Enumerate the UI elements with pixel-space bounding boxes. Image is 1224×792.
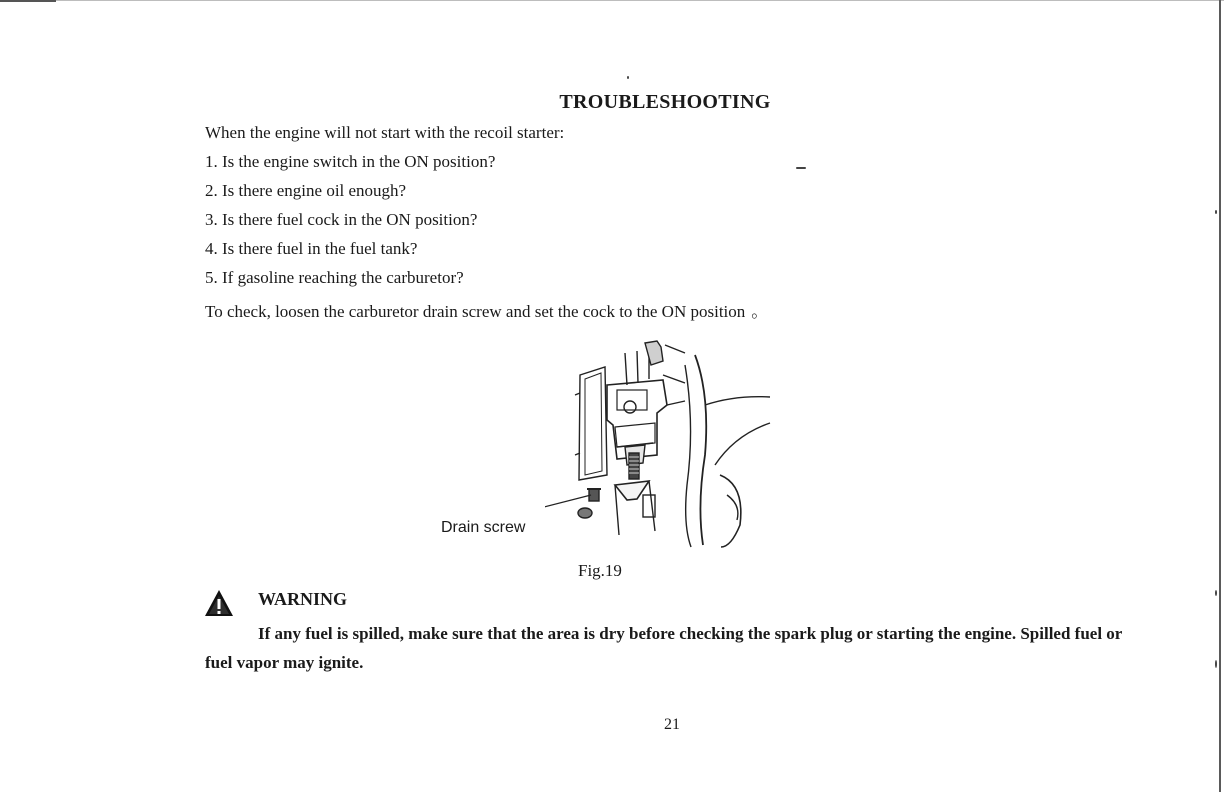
carburetor-illustration bbox=[545, 335, 785, 550]
checklist-item: 3. Is there fuel cock in the ON position? bbox=[205, 210, 478, 229]
scan-speck bbox=[1215, 590, 1217, 596]
checklist-item: 1. Is the engine switch in the ON position? bbox=[205, 152, 496, 171]
figure-caption: Fig.19 bbox=[578, 561, 622, 580]
instruction-text bbox=[205, 297, 768, 322]
drain-screw-label: Drain screw bbox=[441, 519, 526, 536]
instruction-body: To check, loosen the carburetor drain screw and set the cock to the ON position bbox=[205, 302, 746, 321]
page-top-edge bbox=[0, 0, 1224, 1]
instruction-end-mark: 。 bbox=[751, 302, 769, 321]
scan-speck bbox=[1215, 210, 1217, 214]
checklist-item: 5. If gasoline reaching the carburetor? bbox=[205, 268, 464, 287]
checklist-item: 2. Is there engine oil enough? bbox=[205, 181, 407, 200]
checklist-item: 4. Is there fuel in the fuel tank? bbox=[205, 239, 418, 258]
scan-speck bbox=[796, 167, 806, 169]
page-corner-mark bbox=[0, 0, 56, 2]
warning-heading: WARNING bbox=[258, 589, 348, 609]
scan-speck bbox=[1215, 660, 1217, 668]
page-title: TROUBLESHOOTING bbox=[559, 91, 771, 113]
warning-triangle-icon bbox=[204, 589, 234, 617]
page-right-edge bbox=[1219, 0, 1221, 792]
page-number: 21 bbox=[664, 716, 680, 733]
scan-speck bbox=[627, 76, 629, 79]
warning-body: If any fuel is spilled, make sure that the area is dry before checking the spark plug or starting the engine. Spilled fuel or fuel vapor may ignite. bbox=[205, 624, 1123, 672]
intro-text: When the engine will not start with the recoil starter: bbox=[205, 123, 565, 142]
